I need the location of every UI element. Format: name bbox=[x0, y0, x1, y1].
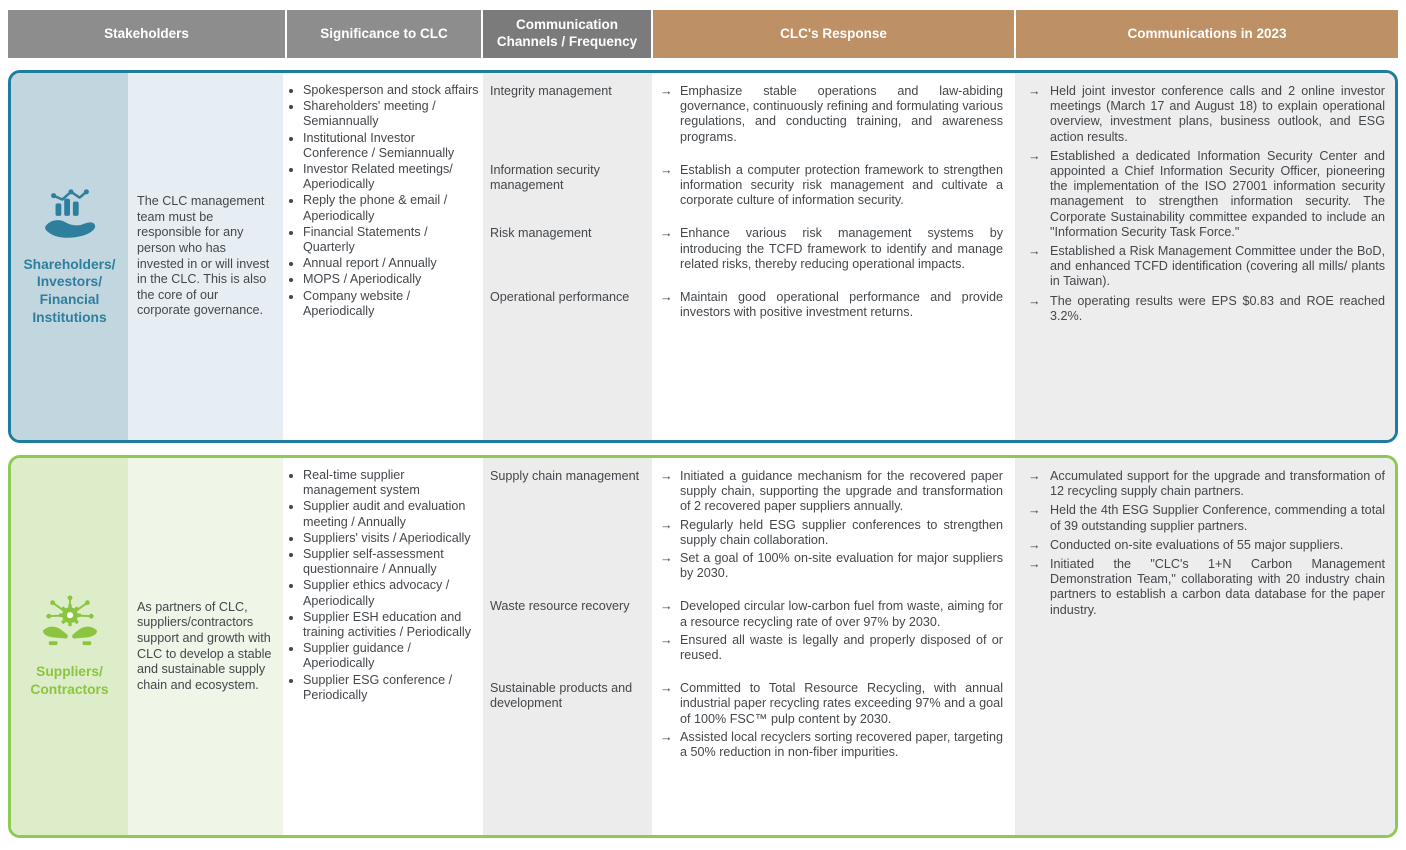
arrow-icon: → bbox=[660, 599, 673, 614]
table-header bbox=[8, 10, 1398, 58]
channel-item: • Annual report / Annually bbox=[303, 256, 481, 271]
arrow-icon: → bbox=[1028, 244, 1041, 259]
channel-item: • Supplier self-assessment questionnaire / Annually bbox=[303, 547, 481, 577]
response-list bbox=[652, 681, 1015, 763]
stakeholder-cell bbox=[11, 458, 128, 835]
topic-response-group bbox=[483, 681, 1015, 763]
stakeholder-label-line: Suppliers/ bbox=[36, 664, 103, 680]
channel-item: • MOPS / Aperiodically bbox=[303, 272, 481, 287]
response-text: Enhance various risk management systems by introducing the TCFD framework to identify and manage related risks, thereby reducing operational impacts. bbox=[680, 226, 1003, 271]
response-text: Ensured all waste is legally and properly disposed of or reused. bbox=[680, 632, 1003, 663]
channel-item: • Company website / Aperiodically bbox=[303, 289, 481, 319]
communication-item bbox=[1028, 503, 1385, 533]
channel-item: • Supplier guidance / Aperiodically bbox=[303, 641, 481, 671]
channel-item: • Spokesperson and stock affairs bbox=[303, 83, 481, 98]
response-text: Committed to Total Resource Recycling, with annual industrial paper recycling rates exceeding 97% and a goal of 100% FSC™ pulp content by 2030. bbox=[680, 681, 1003, 726]
response-text: Set a goal of 100% on-site evaluation for major suppliers by 2030. bbox=[680, 551, 1003, 581]
arrow-icon: → bbox=[1028, 503, 1041, 518]
communication-item bbox=[1028, 538, 1385, 553]
response-text: Regularly held ESG supplier conferences to strengthen supply chain collaboration. bbox=[680, 517, 1003, 547]
channels-cell bbox=[283, 458, 483, 835]
communications-cell bbox=[1015, 458, 1395, 835]
response-item bbox=[652, 226, 1003, 272]
topic-response-group bbox=[483, 599, 1015, 666]
response-text: Emphasize stable operations and law-abiding governance, continuously refining and formulating various regulations, and conducting training, and awareness programs. bbox=[680, 84, 1003, 144]
communication-text: Conducted on-site evaluations of 55 major suppliers. bbox=[1050, 537, 1344, 552]
communication-text: Initiated the "CLC's 1+N Carbon Management Demonstration Team," collaborating with 20 industry chain partners to establish a carbon data database for the paper industry. bbox=[1050, 557, 1385, 617]
header-communications-2023: Communications in 2023 bbox=[1016, 10, 1398, 58]
topic-response-group bbox=[483, 84, 1015, 148]
topic-label: Supply chain management bbox=[490, 469, 640, 483]
topic-label: Sustainable products and development bbox=[490, 681, 633, 711]
channels-list bbox=[283, 83, 481, 319]
stakeholder-label-line: Shareholders/ bbox=[23, 256, 116, 272]
arrow-icon: → bbox=[1028, 537, 1041, 552]
significance-text: As partners of CLC, suppliers/contractors support and growth with CLC to develop a stable and sustainable supply chain and ecosystem. bbox=[137, 599, 272, 692]
channel-item: • Financial Statements / Quarterly bbox=[303, 225, 481, 255]
topic-label: Information security management bbox=[490, 162, 600, 193]
header-clc-response: CLC's Response bbox=[653, 10, 1014, 58]
stakeholder-label-line: Institutions bbox=[32, 309, 107, 325]
response-text: Establish a computer protection framework to strengthen information security risk management and cultivate a corporate culture of information security. bbox=[680, 162, 1003, 208]
response-item bbox=[652, 518, 1003, 548]
topic-response-group bbox=[483, 469, 1015, 584]
response-list bbox=[652, 226, 1015, 275]
response-item bbox=[652, 633, 1003, 663]
stakeholder-row bbox=[8, 70, 1398, 443]
response-item bbox=[652, 163, 1003, 209]
communications-cell bbox=[1015, 73, 1395, 440]
stakeholder-label-line: Financial bbox=[39, 292, 100, 307]
arrow-icon: → bbox=[660, 84, 673, 98]
communication-item bbox=[1028, 294, 1385, 324]
header-significance: Significance to CLC bbox=[287, 10, 481, 58]
topic-response-group bbox=[483, 226, 1015, 275]
arrow-icon: → bbox=[660, 162, 673, 177]
header-communication-channels: Communication Channels / Frequency bbox=[483, 10, 651, 58]
arrow-icon: → bbox=[660, 469, 673, 483]
significance-text: The CLC management team must be responsible for any person who has invested in or will invest in the CLC. This is also the core of our corporate governance. bbox=[137, 194, 270, 318]
significance-cell bbox=[128, 73, 283, 440]
topics-responses-cell bbox=[483, 73, 1015, 440]
topics-responses-cell bbox=[483, 458, 1015, 835]
channel-item: • Supplier ESH education and training activities / Periodically bbox=[303, 610, 481, 640]
channel-item: • Supplier audit and evaluation meeting / Annually bbox=[303, 499, 481, 529]
communication-text: Established a Risk Management Committee under the BoD, and enhanced TCFD identification (covering all mills/ plants in Taiwan). bbox=[1050, 244, 1385, 289]
response-text: Initiated a guidance mechanism for the recovered paper supply chain, supporting the upgrade and transformation of 2 recovered paper suppliers annually. bbox=[680, 469, 1003, 514]
response-list bbox=[652, 290, 1015, 323]
arrow-icon: → bbox=[1028, 148, 1041, 163]
channel-item: • Supplier ethics advocacy / Aperiodically bbox=[303, 578, 481, 608]
channels-list bbox=[283, 468, 481, 703]
arrow-icon: → bbox=[660, 290, 673, 305]
communication-item bbox=[1028, 469, 1385, 499]
channel-item: • Supplier ESG conference / Periodically bbox=[303, 673, 481, 703]
header-stakeholders: Stakeholders bbox=[8, 10, 285, 58]
response-item bbox=[652, 84, 1003, 145]
channel-item: • Suppliers' visits / Aperiodically bbox=[303, 531, 481, 546]
hands-gear-network-icon bbox=[39, 594, 101, 653]
response-item bbox=[652, 290, 1003, 320]
stakeholder-label-line: Investors/ bbox=[36, 274, 103, 290]
response-item bbox=[652, 730, 1003, 760]
arrow-icon: → bbox=[1028, 557, 1041, 572]
response-list bbox=[652, 163, 1015, 212]
response-text: Assisted local recyclers sorting recovered paper, targeting a 50% reduction in non-fiber impurities. bbox=[680, 729, 1003, 760]
arrow-icon: → bbox=[660, 632, 673, 647]
response-item bbox=[652, 551, 1003, 581]
topic-response-group bbox=[483, 290, 1015, 323]
response-item bbox=[652, 469, 1003, 515]
response-item bbox=[652, 599, 1003, 629]
stakeholder-rows bbox=[8, 70, 1398, 838]
arrow-icon: → bbox=[1028, 293, 1041, 308]
communication-text: Accumulated support for the upgrade and transformation of 12 recycling supply chain partners. bbox=[1050, 469, 1385, 499]
arrow-icon: → bbox=[1028, 469, 1041, 483]
arrow-icon: → bbox=[660, 517, 673, 532]
communication-text: The operating results were EPS $0.83 and ROE reached 3.2%. bbox=[1050, 293, 1385, 323]
response-list bbox=[652, 599, 1015, 666]
topic-label: Waste resource recovery bbox=[490, 599, 630, 614]
topic-label: Risk management bbox=[490, 226, 592, 241]
communication-text: Established a dedicated Information Security Center and appointed a Chief Information Security Officer, pioneering the implementation of the ISO 27001 information security management to strengthen information security. The Corporate Sustainability committee expanded to include an "Information Security Task Force." bbox=[1050, 148, 1385, 239]
topic-response-group bbox=[483, 163, 1015, 212]
stakeholder-cell bbox=[11, 73, 128, 440]
response-item bbox=[652, 681, 1003, 727]
topic-label: Integrity management bbox=[490, 84, 612, 98]
arrow-icon: → bbox=[660, 681, 673, 696]
stakeholder-label bbox=[23, 256, 115, 327]
communication-text: Held the 4th ESG Supplier Conference, commending a total of 39 outstanding supplier partners. bbox=[1050, 503, 1385, 533]
arrow-icon: → bbox=[1028, 84, 1041, 98]
response-list bbox=[652, 469, 1015, 584]
communication-text: Held joint investor conference calls and 2 online investor meetings (March 17 and August 18) to explain operational overview, investment plans, business outlook, and ESG action results. bbox=[1050, 84, 1385, 144]
communication-item bbox=[1028, 244, 1385, 290]
arrow-icon: → bbox=[660, 551, 673, 566]
response-text: Developed circular low-carbon fuel from waste, aiming for a resource recycling rate of over 97% by 2030. bbox=[680, 599, 1003, 629]
communication-item bbox=[1028, 149, 1385, 240]
response-list bbox=[652, 84, 1015, 148]
channel-item: • Reply the phone & email / Aperiodically bbox=[303, 193, 481, 223]
significance-cell bbox=[128, 458, 283, 835]
channels-cell bbox=[283, 73, 483, 440]
channel-item: • Institutional Investor Conference / Semiannually bbox=[303, 131, 481, 161]
arrow-icon: → bbox=[660, 729, 673, 744]
communication-item bbox=[1028, 557, 1385, 618]
hand-growth-chart-icon bbox=[39, 187, 101, 246]
stakeholder-row bbox=[8, 455, 1398, 838]
channel-item: • Shareholders' meeting / Semiannually bbox=[303, 99, 481, 129]
channel-item: • Investor Related meetings/ Aperiodically bbox=[303, 162, 481, 192]
arrow-icon: → bbox=[660, 226, 673, 241]
response-text: Maintain good operational performance and provide investors with positive investment returns. bbox=[680, 290, 1003, 320]
communication-item bbox=[1028, 84, 1385, 145]
topic-label: Operational performance bbox=[490, 290, 630, 305]
stakeholder-label-line: Contractors bbox=[30, 682, 109, 697]
channel-item: • Real-time supplier management system bbox=[303, 468, 481, 498]
stakeholder-label bbox=[30, 663, 108, 698]
